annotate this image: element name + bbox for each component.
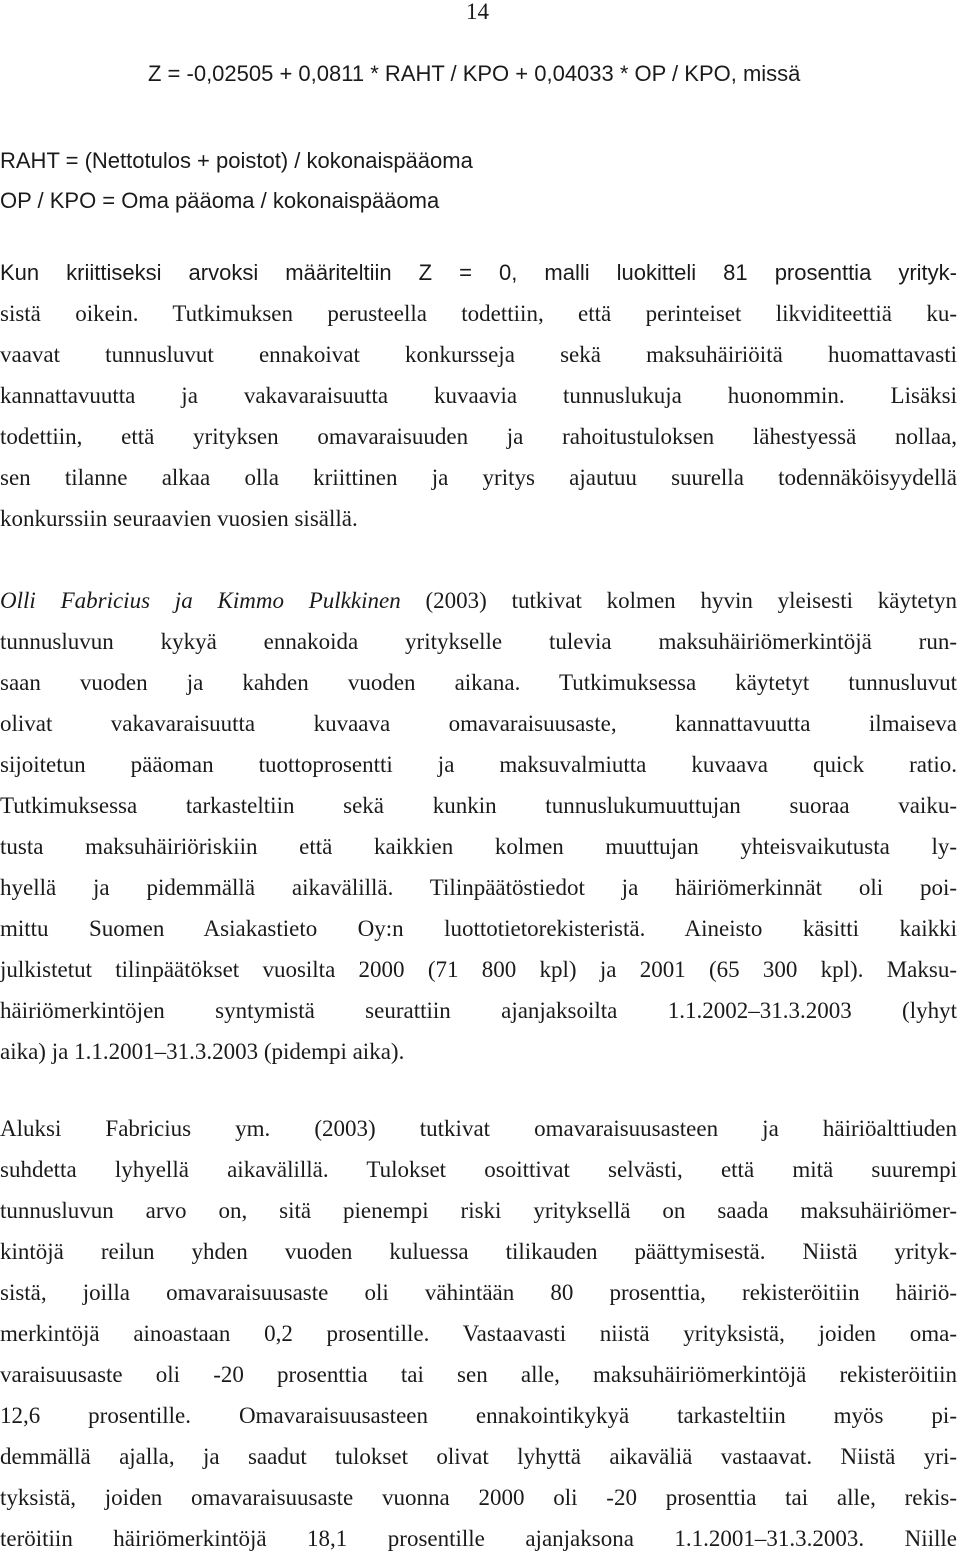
paragraph-line: merkintöjä ainoastaan 0,2 prosentille. Vastaavasti niistä yrityksistä, joiden oma- xyxy=(0,1321,957,1346)
paragraph-line: olivat vakavaraisuutta kuvaava omavaraisuusaste, kannattavuutta ilmaiseva xyxy=(0,711,957,736)
paragraph-line: sistä, joilla omavaraisuusaste oli vähintään 80 prosenttia, rekisteröitiin häiriö- xyxy=(0,1280,957,1305)
page-number: 14 xyxy=(466,0,489,24)
paragraph-1 xyxy=(0,252,957,539)
paragraph-3 xyxy=(0,1108,957,1559)
paragraph-line: julkistetut tilinpäätökset vuosilta 2000 (71 800 kpl) ja 2001 (65 300 kpl). Maksu- xyxy=(0,957,957,982)
paragraph-line: varaisuusaste oli -20 prosenttia tai sen alle, maksuhäiriömerkintöjä rekisteröitiin xyxy=(0,1362,957,1387)
paragraph-line: teröitiin häiriömerkintöjä 18,1 prosentille ajanjaksona 1.1.2001–31.3.2003. Niille xyxy=(0,1526,957,1551)
definition-raht: RAHT = (Nettotulos + poistot) / kokonaispääoma xyxy=(0,148,473,173)
paragraph-2 xyxy=(0,580,957,1072)
paragraph-line: 12,6 prosentille. Omavaraisuusasteen ennakointikykyä tarkasteltiin myös pi- xyxy=(0,1403,957,1428)
paragraph-line: Aluksi Fabricius ym. (2003) tutkivat omavaraisuusasteen ja häiriöalttiuden xyxy=(0,1116,957,1141)
formula: Z = -0,02505 + 0,0811 * RAHT / KPO + 0,04033 * OP / KPO, missä xyxy=(148,61,801,86)
paragraph-line: suhdetta lyhyellä aikavälillä. Tulokset osoittivat selvästi, että mitä suurempi xyxy=(0,1157,957,1182)
paragraph-line: tusta maksuhäiriöriskiin että kaikkien kolmen muuttujan yhteisvaikutusta ly- xyxy=(0,834,957,859)
paragraph-line: konkurssiin seuraavien vuosien sisällä. xyxy=(0,506,358,531)
definitions xyxy=(0,141,473,221)
paragraph-line: sistä oikein. Tutkimuksen perusteella todettiin, että perinteiset likviditeettiä ku- xyxy=(0,301,957,326)
paragraph-line: kannattavuutta ja vakavaraisuutta kuvaavia tunnuslukuja huonommin. Lisäksi xyxy=(0,383,957,408)
paragraph-line: Tutkimuksessa tarkasteltiin sekä kunkin tunnuslukumuuttujan suoraa vaiku- xyxy=(0,793,957,818)
paragraph-line: sijoitetun pääoman tuottoprosentti ja maksuvalmiutta kuvaava quick ratio. xyxy=(0,752,957,777)
author-names: Olli Fabricius ja Kimmo Pulkkinen xyxy=(0,588,401,613)
paragraph-line: tunnusluvun arvo on, sitä pienempi riski yrityksellä on saada maksuhäiriömer- xyxy=(0,1198,957,1223)
paragraph-line: aika) ja 1.1.2001–31.3.2003 (pidempi aika). xyxy=(0,1039,405,1064)
first-line-text: (2003) tutkivat kolmen hyvin yleisesti käytetyn xyxy=(400,588,958,613)
paragraph-line: sen tilanne alkaa olla kriittinen ja yritys ajautuu suurella todennäköisyydellä xyxy=(0,465,957,490)
paragraph-line: mittu Suomen Asiakastieto Oy:n luottotietorekisteristä. Aineisto käsitti kaikki xyxy=(0,916,957,941)
paragraph-line: Kun kriittiseksi arvoksi määriteltiin Z = 0, malli luokitteli 81 prosenttia yrityk- xyxy=(0,260,957,285)
definition-op-kpo: OP / KPO = Oma pääoma / kokonaispääoma xyxy=(0,188,440,213)
paragraph-line: vaavat tunnusluvut ennakoivat konkursseja sekä maksuhäiriöitä huomattavasti xyxy=(0,342,957,367)
paragraph-line: tyksistä, joiden omavaraisuusaste vuonna 2000 oli -20 prosenttia tai alle, rekis- xyxy=(0,1485,957,1510)
paragraph-line: tunnusluvun kykyä ennakoida yritykselle tulevia maksuhäiriömerkintöjä run- xyxy=(0,629,957,654)
paragraph-line: häiriömerkintöjen syntymistä seurattiin ajanjaksoilta 1.1.2002–31.3.2003 (lyhyt xyxy=(0,998,957,1023)
paragraph-first-line xyxy=(0,580,957,621)
paragraph-line: todettiin, että yrityksen omavaraisuuden ja rahoitustuloksen lähestyessä nollaa, xyxy=(0,424,957,449)
paragraph-line: hyellä ja pidemmällä aikavälillä. Tilinpäätöstiedot ja häiriömerkinnät oli poi- xyxy=(0,875,957,900)
paragraph-line: saan vuoden ja kahden vuoden aikana. Tutkimuksessa käytetyt tunnusluvut xyxy=(0,670,957,695)
paragraph-line: demmällä ajalla, ja saadut tulokset olivat lyhyttä aikaväliä vastaavat. Niistä yri- xyxy=(0,1444,957,1469)
paragraph-line: kintöjä reilun yhden vuoden kuluessa tilikauden päättymisestä. Niistä yrityk- xyxy=(0,1239,957,1264)
